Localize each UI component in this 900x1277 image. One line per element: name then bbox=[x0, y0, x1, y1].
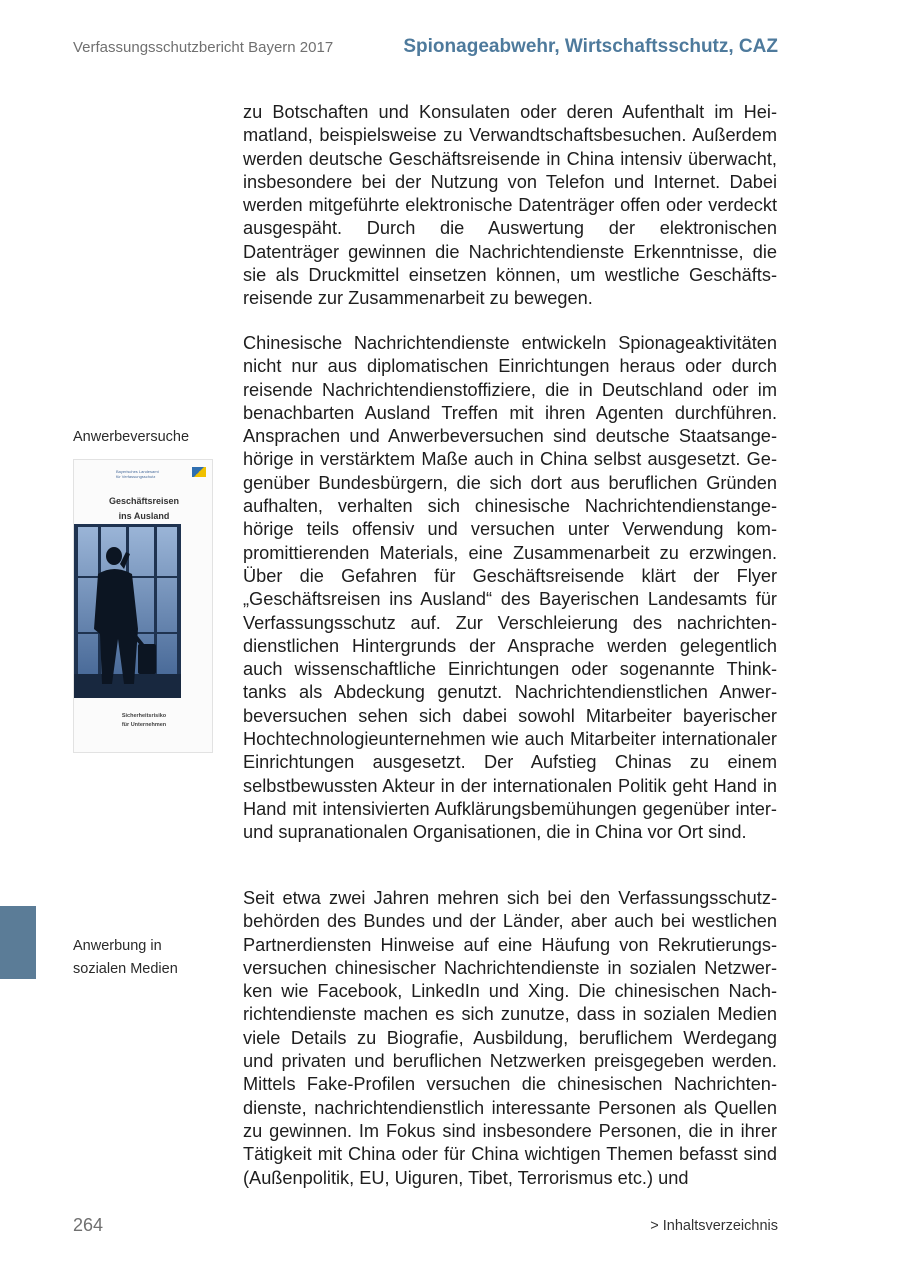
businessman-silhouette-photo bbox=[74, 524, 181, 698]
flyer-title bbox=[74, 494, 213, 524]
flyer-title-line-2: ins Ausland bbox=[118, 511, 170, 521]
flyer-subtitle-line-2: für Unternehmen bbox=[121, 722, 167, 728]
flyer-logo-line-2: für Verfassungsschutz bbox=[116, 474, 156, 479]
body-paragraph-3: Seit etwa zwei Jahren mehren sich bei den Verfassungsschutzbehörden des Bundes und der Länder, aber auch bei westlichen Partnerdiensten Hinweise auf eine Häufung von Rekrutierungsversuchen chinesischer Nachrichtendienste in sozialen Netzwerken wie Facebook, LinkedIn und Xing. Die chinesischen Nachrichtendienste machen es sich zunutze, dass in sozialen Medien viele Details zu Biografie, Ausbildung, beruflichem Werdegang und privaten und beruflichen Netzwerken preisgegeben werden. Mittels Fake-Profilen versuchen die chinesischen Nachrichtendienste, nachrichtendienstlich interessante Personen als Quellen zu gewinnen. Im Fokus sind insbesondere Personen, die in ihrer Tätigkeit mit China oder für China wichtigen Themen befasst sind (Außenpolitik, EU, Uiguren, Tibet, Terrorismus etc.) und bbox=[243, 888, 777, 1188]
body-paragraph-1: zu Botschaften und Konsulaten oder deren Aufenthalt im Heimatland, beispielsweise zu Verwandtschaftsbesuchen. Außerdem werden deutsche Geschäftsreisende in China intensiv überwacht, insbesondere bei der Nutzung von Telefon und Internet. Dabei werden mitgeführte elektronische Datenträger offen oder verdeckt ausgespäht. Durch die Auswertung der elektronischen Datenträger gewinnen die Nachrichtendienste Erkenntnisse, die sie als Druckmittel einsetzen können, um westliche Geschäftsreisende zur Zusammenarbeit zu bewegen. bbox=[243, 102, 777, 309]
page-number: 264 bbox=[73, 1215, 104, 1235]
table-of-contents-link[interactable]: > Inhaltsverzeichnis bbox=[650, 1218, 778, 1234]
bavarian-logo-icon bbox=[192, 467, 206, 477]
chapter-side-tab bbox=[0, 906, 36, 979]
flyer-subtitle bbox=[74, 712, 213, 730]
flyer-title-line-1: Geschäftsreisen bbox=[108, 496, 180, 506]
margin-note-line-1: Anwerbung in bbox=[73, 938, 162, 954]
running-header-right: Spionageabwehr, Wirtschaftsschutz, CAZ bbox=[403, 36, 778, 57]
margin-note-line-2: sozialen Medien bbox=[73, 961, 178, 977]
body-paragraph-2: Chinesische Nachrichtendienste entwickeln Spionageaktivitäten nicht nur aus diplomatischen Einrichtungen heraus oder durch reisende Nachrichtendienstoffiziere, die in Deutschland oder im benachbarten Ausland Treffen mit ihren Agenten durchführen. Ansprachen und Anwerbeversuchen sind deutsche Staatsangehörige in verstärktem Maße auch in China selbst ausgesetzt. Gegenüber Bundesbürgern, die sich dort aus beruflichen Gründen aufhalten, verhalten sich chinesische Nachrichtendienstangehörige teils offensiv und versuchen unter Verwendung kompromittierenden Materials, eine Zusammenarbeit zu erzwingen. Über die Gefahren für Geschäftsreisende klärt der Flyer „Geschäftsreisen ins Ausland“ des Bayerischen Landesamts für Verfassungsschutz auf. Zur Verschleierung des nachrichtendienstlichen Hintergrunds der Ansprache werden gelegentlich auch wissenschaftliche Einrichtungen oder sogenannte Thinktanks als Abdeckung genutzt. Nachrichtendienstlichen Anwerbeversuchen sehen sich dabei sowohl Mitarbeiter bayerischer Hochtechnologieunternehmen wie auch Mitarbeiter internationaler Einrichtungen ausgesetzt. Der Aufstieg Chinas zu einem selbstbewussten Akteur in der internationalen Politik geht Hand in Hand mit intensivierten Aufklärungsbemühungen gegenüber inter- und supranationalen Organisationen, die in China vor Ort sind. bbox=[243, 333, 777, 843]
flyer-logo-line-1: Bayerisches Landesamt bbox=[116, 469, 159, 474]
margin-note-anwerbeversuche: Anwerbeversuche bbox=[73, 429, 190, 445]
flyer-logo-text bbox=[116, 469, 186, 479]
margin-note-anwerbung-soziale-medien bbox=[73, 935, 178, 981]
flyer-subtitle-line-1: Sicherheitsrisiko bbox=[121, 713, 167, 719]
flyer-image bbox=[73, 459, 213, 753]
running-header-left: Verfassungsschutzbericht Bayern 2017 bbox=[73, 39, 334, 56]
